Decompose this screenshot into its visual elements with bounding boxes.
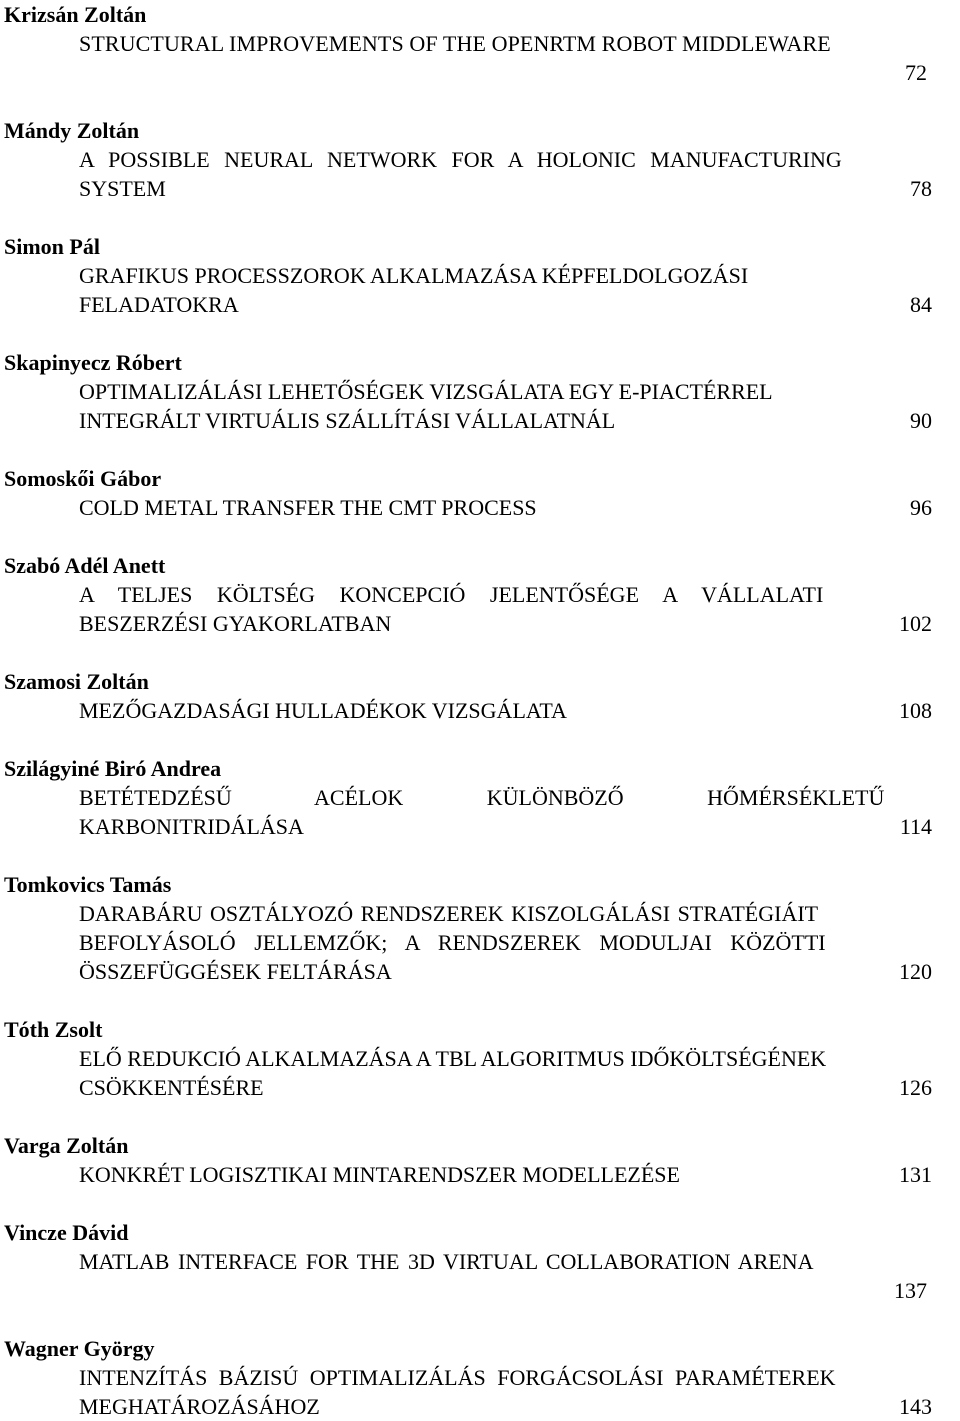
- entry-author: Simon Pál: [4, 234, 100, 259]
- title-line-text: CSÖKKENTÉSÉRE: [79, 1075, 264, 1100]
- title-line: [79, 812, 956, 841]
- title-line: DARABÁRU OSZTÁLYOZÓ RENDSZEREK KISZOLGÁLÁSI STRATÉGIÁIT: [79, 901, 819, 926]
- toc-entry: [4, 1015, 956, 1102]
- toc-entry: [4, 667, 956, 725]
- toc-entry: [4, 348, 956, 435]
- title-line: [79, 1160, 956, 1189]
- toc-entry: [4, 754, 956, 841]
- title-line: A TELJES KÖLTSÉG KONCEPCIÓ JELENTŐSÉGE A VÁLLALATI: [79, 582, 824, 607]
- entry-title: [79, 696, 956, 725]
- title-line: [79, 1392, 956, 1421]
- title-line: STRUCTURAL IMPROVEMENTS OF THE OPENRTM ROBOT MIDDLEWARE: [79, 31, 831, 56]
- title-line: [79, 609, 956, 638]
- title-line-text: MEZŐGAZDASÁGI HULLADÉKOK VIZSGÁLATA: [79, 698, 567, 723]
- page-number[interactable]: 126: [899, 1075, 932, 1100]
- entry-author: Krizsán Zoltán: [4, 2, 147, 27]
- entry-title: [79, 377, 956, 435]
- entry-title: [79, 580, 956, 638]
- entry-author: Mándy Zoltán: [4, 118, 140, 143]
- page-number[interactable]: 120: [899, 959, 932, 984]
- entry-title: [79, 261, 956, 319]
- entry-title: [79, 899, 956, 986]
- entry-author: Szilágyiné Biró Andrea: [4, 756, 222, 781]
- page-number[interactable]: 143: [899, 1394, 932, 1419]
- entry-title: [79, 783, 956, 841]
- toc-entry: [4, 1218, 956, 1305]
- entry-author: Somoskői Gábor: [4, 466, 162, 491]
- toc-entry: [4, 1131, 956, 1189]
- title-line: BETÉTEDZÉSŰ ACÉLOK KÜLÖNBÖZŐ HŐMÉRSÉKLETŰ: [79, 785, 885, 810]
- toc-entry: [4, 551, 956, 638]
- title-line: [79, 1073, 956, 1102]
- title-line-text: MEGHATÁROZÁSÁHOZ: [79, 1394, 320, 1419]
- title-line: OPTIMALIZÁLÁSI LEHETŐSÉGEK VIZSGÁLATA EGY E-PIACTÉRREL: [79, 379, 773, 404]
- page-number[interactable]: 90: [910, 408, 932, 433]
- page-number[interactable]: 78: [910, 176, 932, 201]
- toc-entry: [4, 1334, 956, 1421]
- toc-entry: [4, 116, 956, 203]
- table-of-contents: [4, 0, 956, 1421]
- entry-author: Szabó Adél Anett: [4, 553, 166, 578]
- entry-author: Szamosi Zoltán: [4, 669, 149, 694]
- page-number[interactable]: 96: [910, 495, 932, 520]
- toc-entry: [4, 870, 956, 986]
- entry-author: Skapinyecz Róbert: [4, 350, 182, 375]
- page-number[interactable]: 137: [894, 1278, 927, 1303]
- entry-title: [79, 1363, 956, 1421]
- entry-author: Wagner György: [4, 1336, 155, 1361]
- title-line-text: INTEGRÁLT VIRTUÁLIS SZÁLLÍTÁSI VÁLLALATNÁL: [79, 408, 616, 433]
- title-line: MATLAB INTERFACE FOR THE 3D VIRTUAL COLLABORATION ARENA: [79, 1249, 814, 1274]
- title-line-text: SYSTEM: [79, 176, 166, 201]
- title-line-text: KONKRÉT LOGISZTIKAI MINTARENDSZER MODELLEZÉSE: [79, 1162, 680, 1187]
- title-line: ELŐ REDUKCIÓ ALKALMAZÁSA A TBL ALGORITMUS IDŐKÖLTSÉGÉNEK: [79, 1046, 827, 1071]
- title-line: [79, 406, 956, 435]
- entry-author: Varga Zoltán: [4, 1133, 129, 1158]
- title-line-text: KARBONITRIDÁLÁSA: [79, 814, 304, 839]
- entry-title: [79, 1247, 956, 1305]
- title-line: A POSSIBLE NEURAL NETWORK FOR A HOLONIC MANUFACTURING: [79, 147, 842, 172]
- title-line: GRAFIKUS PROCESSZOROK ALKALMAZÁSA KÉPFELDOLGOZÁSI: [79, 263, 749, 288]
- entry-title: [79, 493, 956, 522]
- entry-title: [79, 145, 956, 203]
- entry-author: Vincze Dávid: [4, 1220, 129, 1245]
- toc-entry: [4, 464, 956, 522]
- toc-entry: [4, 232, 956, 319]
- page-number[interactable]: 72: [905, 60, 927, 85]
- page-number[interactable]: 84: [910, 292, 932, 317]
- title-line-text: COLD METAL TRANSFER THE CMT PROCESS: [79, 495, 537, 520]
- page-number[interactable]: 131: [899, 1162, 932, 1187]
- entry-title: [79, 29, 956, 87]
- title-line: [79, 696, 956, 725]
- toc-entry: [4, 0, 956, 87]
- title-line-text: FELADATOKRA: [79, 292, 239, 317]
- title-line: [79, 493, 956, 522]
- entry-author: Tomkovics Tamás: [4, 872, 172, 897]
- page-number[interactable]: 108: [899, 698, 932, 723]
- title-line-text: BESZERZÉSI GYAKORLATBAN: [79, 611, 392, 636]
- title-line: [79, 290, 956, 319]
- entry-title: [79, 1044, 956, 1102]
- entry-title: [79, 1160, 956, 1189]
- entry-author: Tóth Zsolt: [4, 1017, 103, 1042]
- page-number[interactable]: 102: [899, 611, 932, 636]
- title-line: INTENZÍTÁS BÁZISÚ OPTIMALIZÁLÁS FORGÁCSOLÁSI PARAMÉTEREK: [79, 1365, 836, 1390]
- page-number[interactable]: 114: [899, 814, 932, 839]
- title-line: BEFOLYÁSOLÓ JELLEMZŐK; A RENDSZEREK MODULJAI KÖZÖTTI: [79, 930, 826, 955]
- title-line: [79, 174, 956, 203]
- title-line: [79, 957, 956, 986]
- title-line-text: ÖSSZEFÜGGÉSEK FELTÁRÁSA: [79, 959, 392, 984]
